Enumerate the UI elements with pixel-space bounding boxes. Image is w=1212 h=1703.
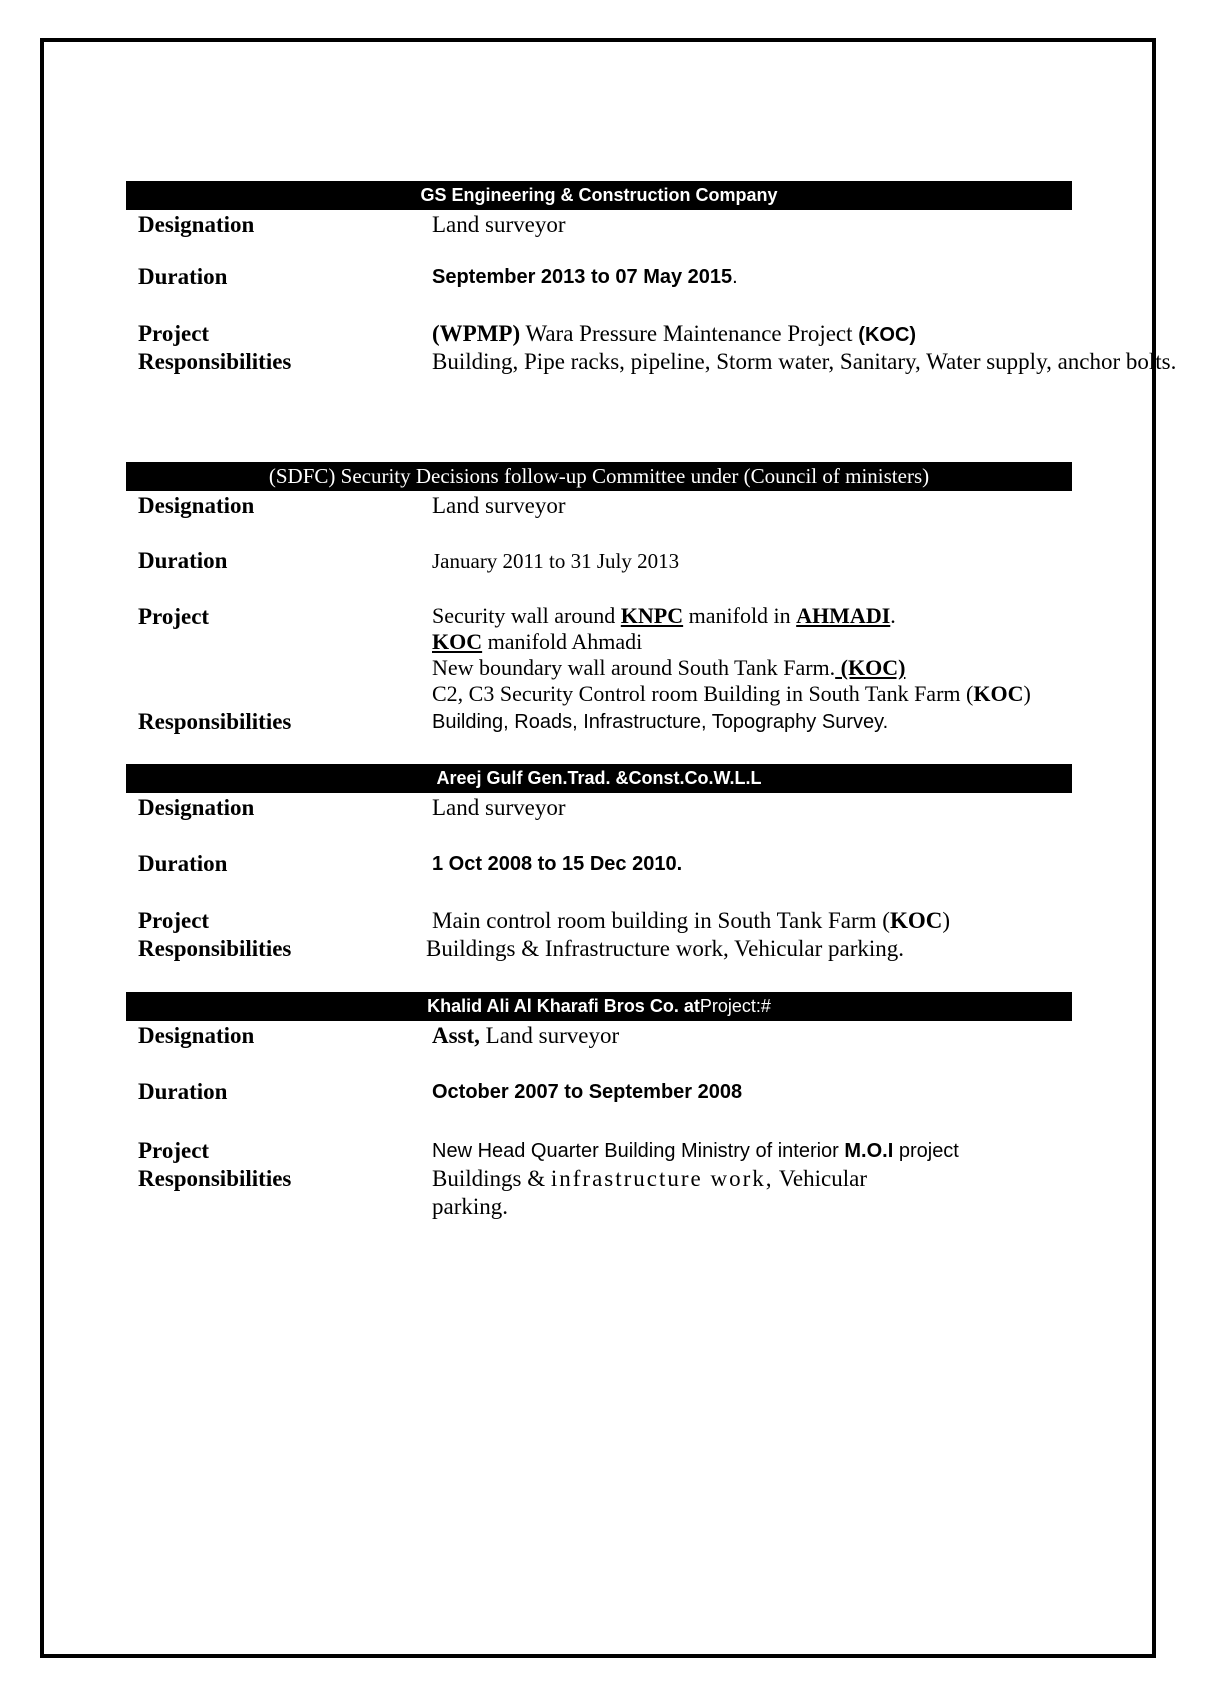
project-label: Project xyxy=(138,1138,210,1163)
duration-text: September 2013 to 07 May 2015 xyxy=(432,266,733,288)
duration-value xyxy=(432,263,1184,291)
moi-text: M.O.I xyxy=(844,1140,894,1162)
company-header xyxy=(126,992,1072,1021)
responsibilities-label: Responsibilities xyxy=(138,936,292,961)
duration-label: Duration xyxy=(138,851,228,876)
company-name: Khalid Ali Al Kharafi Bros Co. at xyxy=(427,996,700,1016)
section-sdfc xyxy=(126,462,1072,734)
duration-suffix: . xyxy=(732,266,738,288)
designation-label: Designation xyxy=(138,795,255,820)
project-line-1: Security wall around KNPC manifold in AHMADI. xyxy=(432,603,896,628)
project-client: (KOC) xyxy=(858,324,917,346)
project-acronym: (WPMP) xyxy=(432,321,521,346)
koc-text: (KOC) xyxy=(835,655,906,680)
designation-value: Land surveyor xyxy=(432,212,566,237)
duration-value: January 2011 to 31 July 2013 xyxy=(432,549,680,573)
designation-label: Designation xyxy=(138,1023,255,1048)
responsibilities-value: Buildings & infrastructure work, Vehicular parking. xyxy=(432,1166,867,1219)
project-value xyxy=(432,603,1184,707)
designation-value: Land surveyor xyxy=(432,795,566,820)
section-gs-engineering xyxy=(126,181,1177,374)
project-value: New Head Quarter Building Ministry of interior M.O.I project xyxy=(432,1140,959,1162)
duration-label: Duration xyxy=(138,548,228,573)
company-header: Areej Gulf Gen.Trad. &Const.Co.W.L.L xyxy=(126,764,1072,793)
designation-value xyxy=(432,1022,1184,1050)
koc-text: KOC xyxy=(432,629,483,654)
section-areej-gulf xyxy=(126,764,1072,961)
company-header: (SDFC) Security Decisions follow-up Committee under (Council of ministers) xyxy=(126,462,1072,491)
company-header: GS Engineering & Construction Company xyxy=(126,181,1072,210)
responsibilities-value: Buildings & Infrastructure work, Vehicular parking. xyxy=(426,936,904,961)
project-label: Project xyxy=(138,321,210,346)
duration-label: Duration xyxy=(138,1079,228,1104)
section-khalid-ali xyxy=(126,992,1072,1219)
designation-label: Designation xyxy=(138,493,255,518)
project-label: Project xyxy=(138,908,210,933)
project-line-2: KOC manifold Ahmadi xyxy=(432,629,643,654)
koc-text: KOC xyxy=(889,908,943,933)
project-line-4: C2, C3 Security Control room Building in South Tank Farm (KOC) xyxy=(432,681,1031,706)
responsibilities-label: Responsibilities xyxy=(138,349,292,374)
ahmadi-text: AHMADI xyxy=(796,603,891,628)
designation-text: Land surveyor xyxy=(479,1023,620,1048)
project-value xyxy=(432,320,1184,349)
project-label: Project xyxy=(138,604,210,629)
duration-value: 1 Oct 2008 to 15 Dec 2010. xyxy=(432,853,683,875)
project-line-3: New boundary wall around South Tank Farm. (KOC) xyxy=(432,655,906,680)
project-name: Wara Pressure Maintenance Project xyxy=(520,321,859,346)
duration-label: Duration xyxy=(138,264,228,289)
duration-value: October 2007 to September 2008 xyxy=(432,1081,743,1103)
project-value: Main control room building in South Tank Farm (KOC) xyxy=(432,908,950,933)
koc-text: KOC xyxy=(973,681,1024,706)
company-project: Project:# xyxy=(699,996,771,1016)
designation-value: Land surveyor xyxy=(432,493,566,518)
responsibilities-label: Responsibilities xyxy=(138,709,292,734)
responsibilities-label: Responsibilities xyxy=(138,1166,292,1191)
responsibilities-value: Building, Roads, Infrastructure, Topography Survey. xyxy=(432,711,889,733)
designation-label: Designation xyxy=(138,212,255,237)
designation-prefix: Asst, xyxy=(432,1023,480,1048)
responsibilities-value: Building, Pipe racks, pipeline, Storm water, Sanitary, Water supply, anchor bolts. xyxy=(432,349,1177,374)
knpc-text: KNPC xyxy=(620,603,684,628)
